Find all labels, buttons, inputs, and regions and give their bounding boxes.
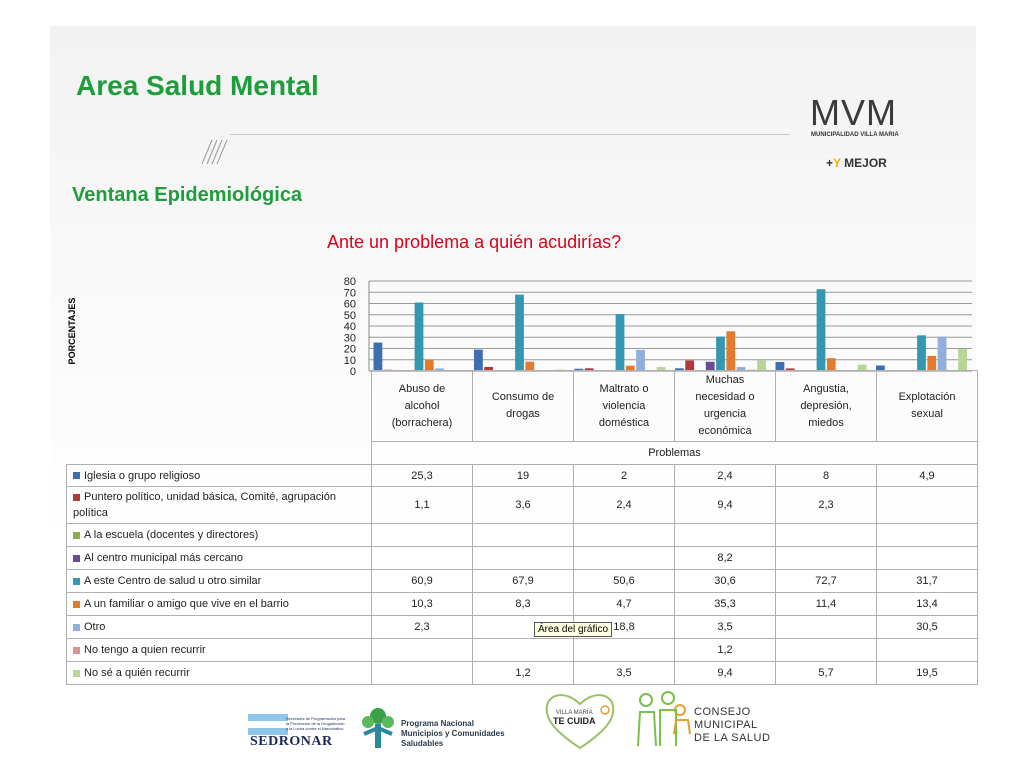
data-value-cell — [574, 524, 675, 547]
series-label-cell — [67, 524, 372, 547]
data-value-cell: 2,3 — [776, 487, 877, 524]
y-tick-label: 80 — [343, 276, 356, 288]
data-value-cell: 30,6 — [675, 570, 776, 593]
category-header-row — [67, 371, 978, 442]
bar — [927, 356, 936, 371]
section-subtitle: Ventana Epidemiológica — [72, 184, 303, 206]
category-label-line: urgencia — [703, 408, 747, 420]
data-value-cell: 3,5 — [574, 662, 675, 685]
te-cuida-text: TE CUIDA — [553, 716, 596, 726]
data-value-cell: 13,4 — [877, 593, 978, 616]
series-label-cell — [67, 639, 372, 662]
legend-swatch — [73, 670, 80, 677]
x-category-label — [776, 371, 877, 442]
table-corner-cell — [67, 371, 372, 442]
series-label-cell — [67, 593, 372, 616]
mvm-logo: MVM — [810, 92, 897, 133]
data-value-cell: 2,3 — [372, 616, 473, 639]
data-value-cell: 8,2 — [675, 547, 776, 570]
page-title: Area Salud Mental — [76, 70, 319, 101]
divider-line — [230, 134, 790, 135]
data-value-cell: 8 — [776, 465, 877, 487]
x-axis-label-row — [67, 442, 978, 465]
data-value-cell — [574, 547, 675, 570]
data-value-cell — [877, 639, 978, 662]
category-label-line: Maltrato o — [599, 382, 649, 395]
data-value-cell: 19 — [473, 465, 574, 487]
y-tick-label: 40 — [343, 321, 356, 333]
y-tick-label: 10 — [343, 354, 356, 367]
data-value-cell: 4,7 — [574, 593, 675, 616]
legend-swatch — [73, 555, 80, 562]
data-value-cell: 60,9 — [372, 570, 473, 593]
category-label-line: Angustia, — [803, 382, 849, 395]
bar — [474, 350, 483, 371]
category-label-line: Explotación — [898, 391, 956, 403]
data-value-cell: 8,3 — [473, 593, 574, 616]
programa-line-3: Saludables — [401, 739, 444, 748]
consejo-line-3: DE LA SALUD — [694, 732, 771, 744]
series-name: No tengo a quien recurrir — [84, 644, 206, 656]
data-value-cell: 18,8 — [574, 616, 675, 639]
mvm-logo-subtitle: MUNICIPALIDAD VILLA MARIA — [811, 132, 899, 138]
category-label-line: drogas — [506, 408, 540, 420]
data-value-cell: 1,1 — [372, 487, 473, 524]
programa-line-1: Programa Nacional — [401, 719, 474, 728]
data-value-cell: 50,6 — [574, 570, 675, 593]
category-label-line: Consumo de — [491, 391, 555, 403]
data-table — [66, 370, 978, 685]
tagline-rest: MEJOR — [840, 156, 887, 170]
sedronar-flag-icon — [248, 714, 288, 736]
category-label-line: miedos — [808, 416, 844, 429]
y-axis-label: PORCENTAJES — [67, 297, 77, 365]
legend-swatch — [73, 494, 80, 501]
table-row — [67, 547, 978, 570]
sedronar-description: Secretaría de Programación para la Prevención de la Drogadicción y la Lucha contra el Narcotráfico — [286, 716, 346, 731]
data-value-cell: 9,4 — [675, 487, 776, 524]
y-tick-label: 70 — [343, 287, 356, 300]
bar — [958, 349, 967, 371]
series-label-cell — [67, 616, 372, 639]
data-value-cell: 30,5 — [877, 616, 978, 639]
x-category-label — [675, 371, 776, 442]
legend-swatch — [73, 472, 80, 479]
legend-swatch — [73, 624, 80, 631]
x-axis-label: Problemas — [372, 442, 978, 465]
series-name: Al centro municipal más cercano — [84, 552, 243, 564]
consejo-line-1: CONSEJO — [694, 706, 751, 718]
data-value-cell: 3,6 — [473, 487, 574, 524]
bar — [415, 302, 424, 371]
data-value-cell: 2 — [574, 465, 675, 487]
programa-line-2: Municipios y Comunidades — [401, 729, 505, 738]
category-label-line: violencia — [602, 399, 646, 412]
category-label-line: Muchas — [705, 374, 745, 386]
programa-nacional-text — [401, 719, 505, 749]
x-category-label — [877, 371, 978, 442]
series-name: A este Centro de salud u otro similar — [84, 575, 262, 587]
bar — [515, 295, 524, 371]
y-tick-label: 0 — [349, 366, 356, 378]
series-label-cell — [67, 547, 372, 570]
series-label-cell — [67, 487, 372, 524]
bar — [938, 337, 947, 371]
data-value-cell — [473, 639, 574, 662]
data-value-cell: 2,4 — [574, 487, 675, 524]
category-label-line: sexual — [911, 408, 943, 420]
data-value-cell: 10,3 — [372, 593, 473, 616]
data-value-cell — [877, 524, 978, 547]
table-row — [67, 487, 978, 524]
data-value-cell — [372, 524, 473, 547]
data-value-cell — [372, 547, 473, 570]
data-value-cell: 3,5 — [675, 616, 776, 639]
data-value-cell: 1,2 — [473, 662, 574, 685]
data-value-cell — [675, 524, 776, 547]
tree-person-icon — [358, 706, 398, 752]
category-label-line: doméstica — [598, 416, 650, 429]
villa-maria-te-cuida-logo — [553, 709, 596, 727]
series-label-cell — [67, 662, 372, 685]
data-value-cell — [877, 487, 978, 524]
category-label-line: económica — [698, 425, 752, 437]
series-label-cell — [67, 465, 372, 487]
data-value-cell: 4,9 — [877, 465, 978, 487]
category-label-line: alcohol — [404, 399, 440, 412]
sedronar-logo: SEDRONAR — [250, 734, 333, 749]
data-value-cell: 19,5 — [877, 662, 978, 685]
table-row — [67, 616, 978, 639]
data-value-cell: 11,4 — [776, 593, 877, 616]
legend-swatch — [73, 647, 80, 654]
bar — [726, 331, 735, 371]
series-name: A la escuela (docentes y directores) — [84, 529, 259, 541]
data-value-cell: 67,9 — [473, 570, 574, 593]
table-row — [67, 524, 978, 547]
data-value-cell: 35,3 — [675, 593, 776, 616]
tagline-plus: + — [826, 156, 834, 170]
data-value-cell — [877, 547, 978, 570]
table-row — [67, 662, 978, 685]
data-value-cell — [372, 639, 473, 662]
data-value-cell: 25,3 — [372, 465, 473, 487]
data-value-cell: 9,4 — [675, 662, 776, 685]
x-category-label — [372, 371, 473, 442]
data-value-cell: 2,4 — [675, 465, 776, 487]
bar — [817, 289, 826, 371]
x-category-label — [473, 371, 574, 442]
data-value-cell: 31,7 — [877, 570, 978, 593]
series-name: A un familiar o amigo que vive en el barrio — [84, 598, 289, 610]
data-value-cell — [473, 547, 574, 570]
bar — [917, 335, 926, 371]
series-name: Otro — [84, 621, 106, 633]
data-value-cell: 1,2 — [675, 639, 776, 662]
mvm-tagline — [826, 156, 887, 170]
y-tick-label: 50 — [343, 309, 356, 322]
data-value-cell — [776, 616, 877, 639]
data-value-cell — [473, 524, 574, 547]
series-name: Puntero político, unidad básica, Comité, agrupación política — [73, 491, 336, 519]
category-label-line: (borrachera) — [391, 416, 453, 429]
data-value-cell — [776, 547, 877, 570]
legend-swatch — [73, 601, 80, 608]
table-row — [67, 639, 978, 662]
hatch-decoration — [198, 138, 234, 164]
category-label-line: depresión, — [800, 399, 852, 412]
category-label-line: Abuso de — [398, 382, 446, 395]
category-label-line: necesidad o — [695, 391, 755, 403]
table-row — [67, 570, 978, 593]
table-row — [67, 593, 978, 616]
chart-question: Ante un problema a quién acudirías? — [327, 232, 622, 252]
data-value-cell — [372, 662, 473, 685]
consejo-municipal-logo — [694, 706, 770, 745]
bar — [616, 314, 625, 371]
consejo-line-2: MUNICIPAL — [694, 719, 758, 731]
data-value-cell: 72,7 — [776, 570, 877, 593]
data-value-cell — [776, 639, 877, 662]
bar — [374, 343, 383, 371]
bar — [636, 350, 645, 371]
legend-swatch — [73, 532, 80, 539]
bar — [716, 337, 725, 371]
data-value-cell: 5,7 — [776, 662, 877, 685]
series-label-cell — [67, 570, 372, 593]
villa-maria-small: VILLA MARÍA — [555, 710, 593, 716]
table-corner-cell — [67, 442, 372, 465]
legend-swatch — [73, 578, 80, 585]
y-tick-label: 30 — [343, 332, 356, 345]
series-name: No sé a quién recurrir — [84, 667, 190, 679]
y-tick-label: 60 — [343, 298, 356, 311]
series-name: Iglesia o grupo religioso — [84, 469, 201, 482]
data-value-cell — [776, 524, 877, 547]
x-category-label — [574, 371, 675, 442]
y-tick-label: 20 — [343, 343, 356, 356]
chart-area-tooltip: Área del gráfico — [534, 622, 612, 637]
table-row — [67, 465, 978, 487]
family-logo-icon — [632, 690, 692, 750]
data-value-cell — [574, 639, 675, 662]
tagline-y: Y — [833, 156, 841, 170]
